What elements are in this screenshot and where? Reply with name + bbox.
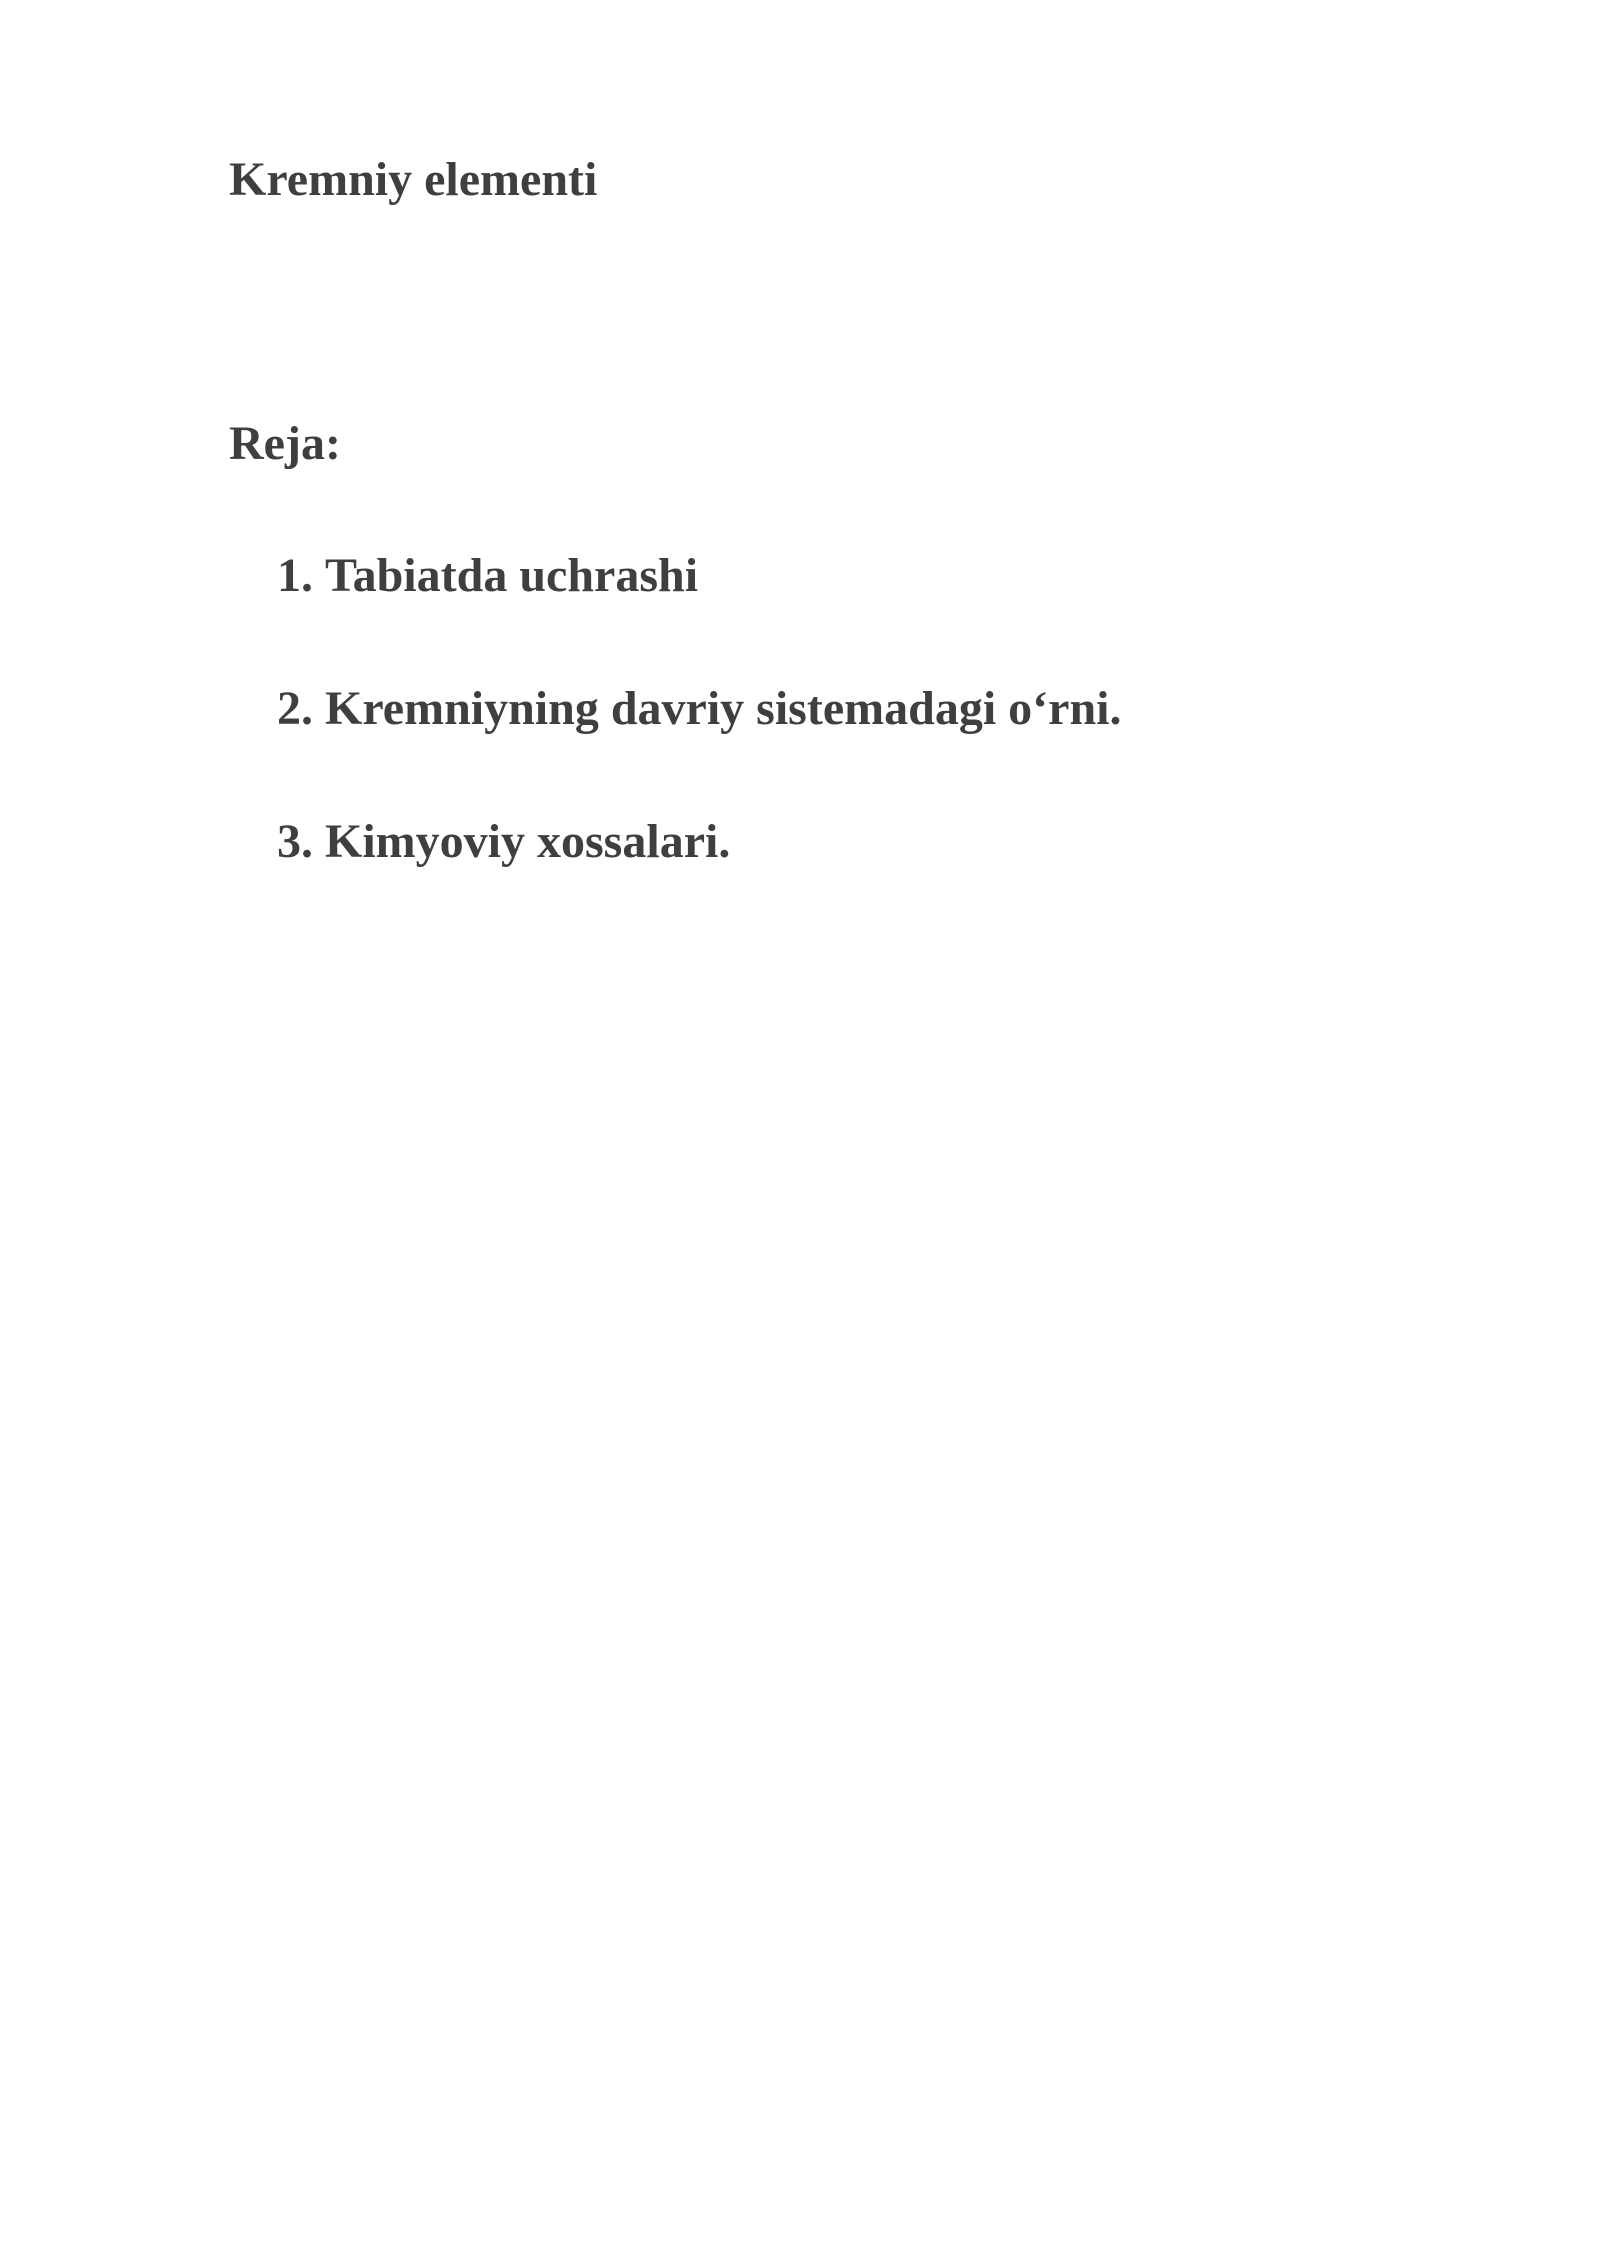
plan-item-number: 1. <box>277 549 313 602</box>
document-title: Kremniy elementi <box>229 153 598 206</box>
plan-item-number: 2. <box>277 682 313 735</box>
plan-list <box>277 548 1121 947</box>
plan-item-number: 3. <box>277 815 313 868</box>
plan-item-text: Tabiatda uchrashi <box>325 549 699 602</box>
plan-item <box>277 681 1121 814</box>
plan-item <box>277 814 1121 947</box>
plan-heading: Reja: <box>229 417 341 470</box>
plan-item <box>277 548 1121 681</box>
plan-item-text: Kimyoviy xossalari. <box>325 815 731 868</box>
plan-item-text: Kremniyning davriy sistemadagi o‘rni. <box>325 682 1122 735</box>
